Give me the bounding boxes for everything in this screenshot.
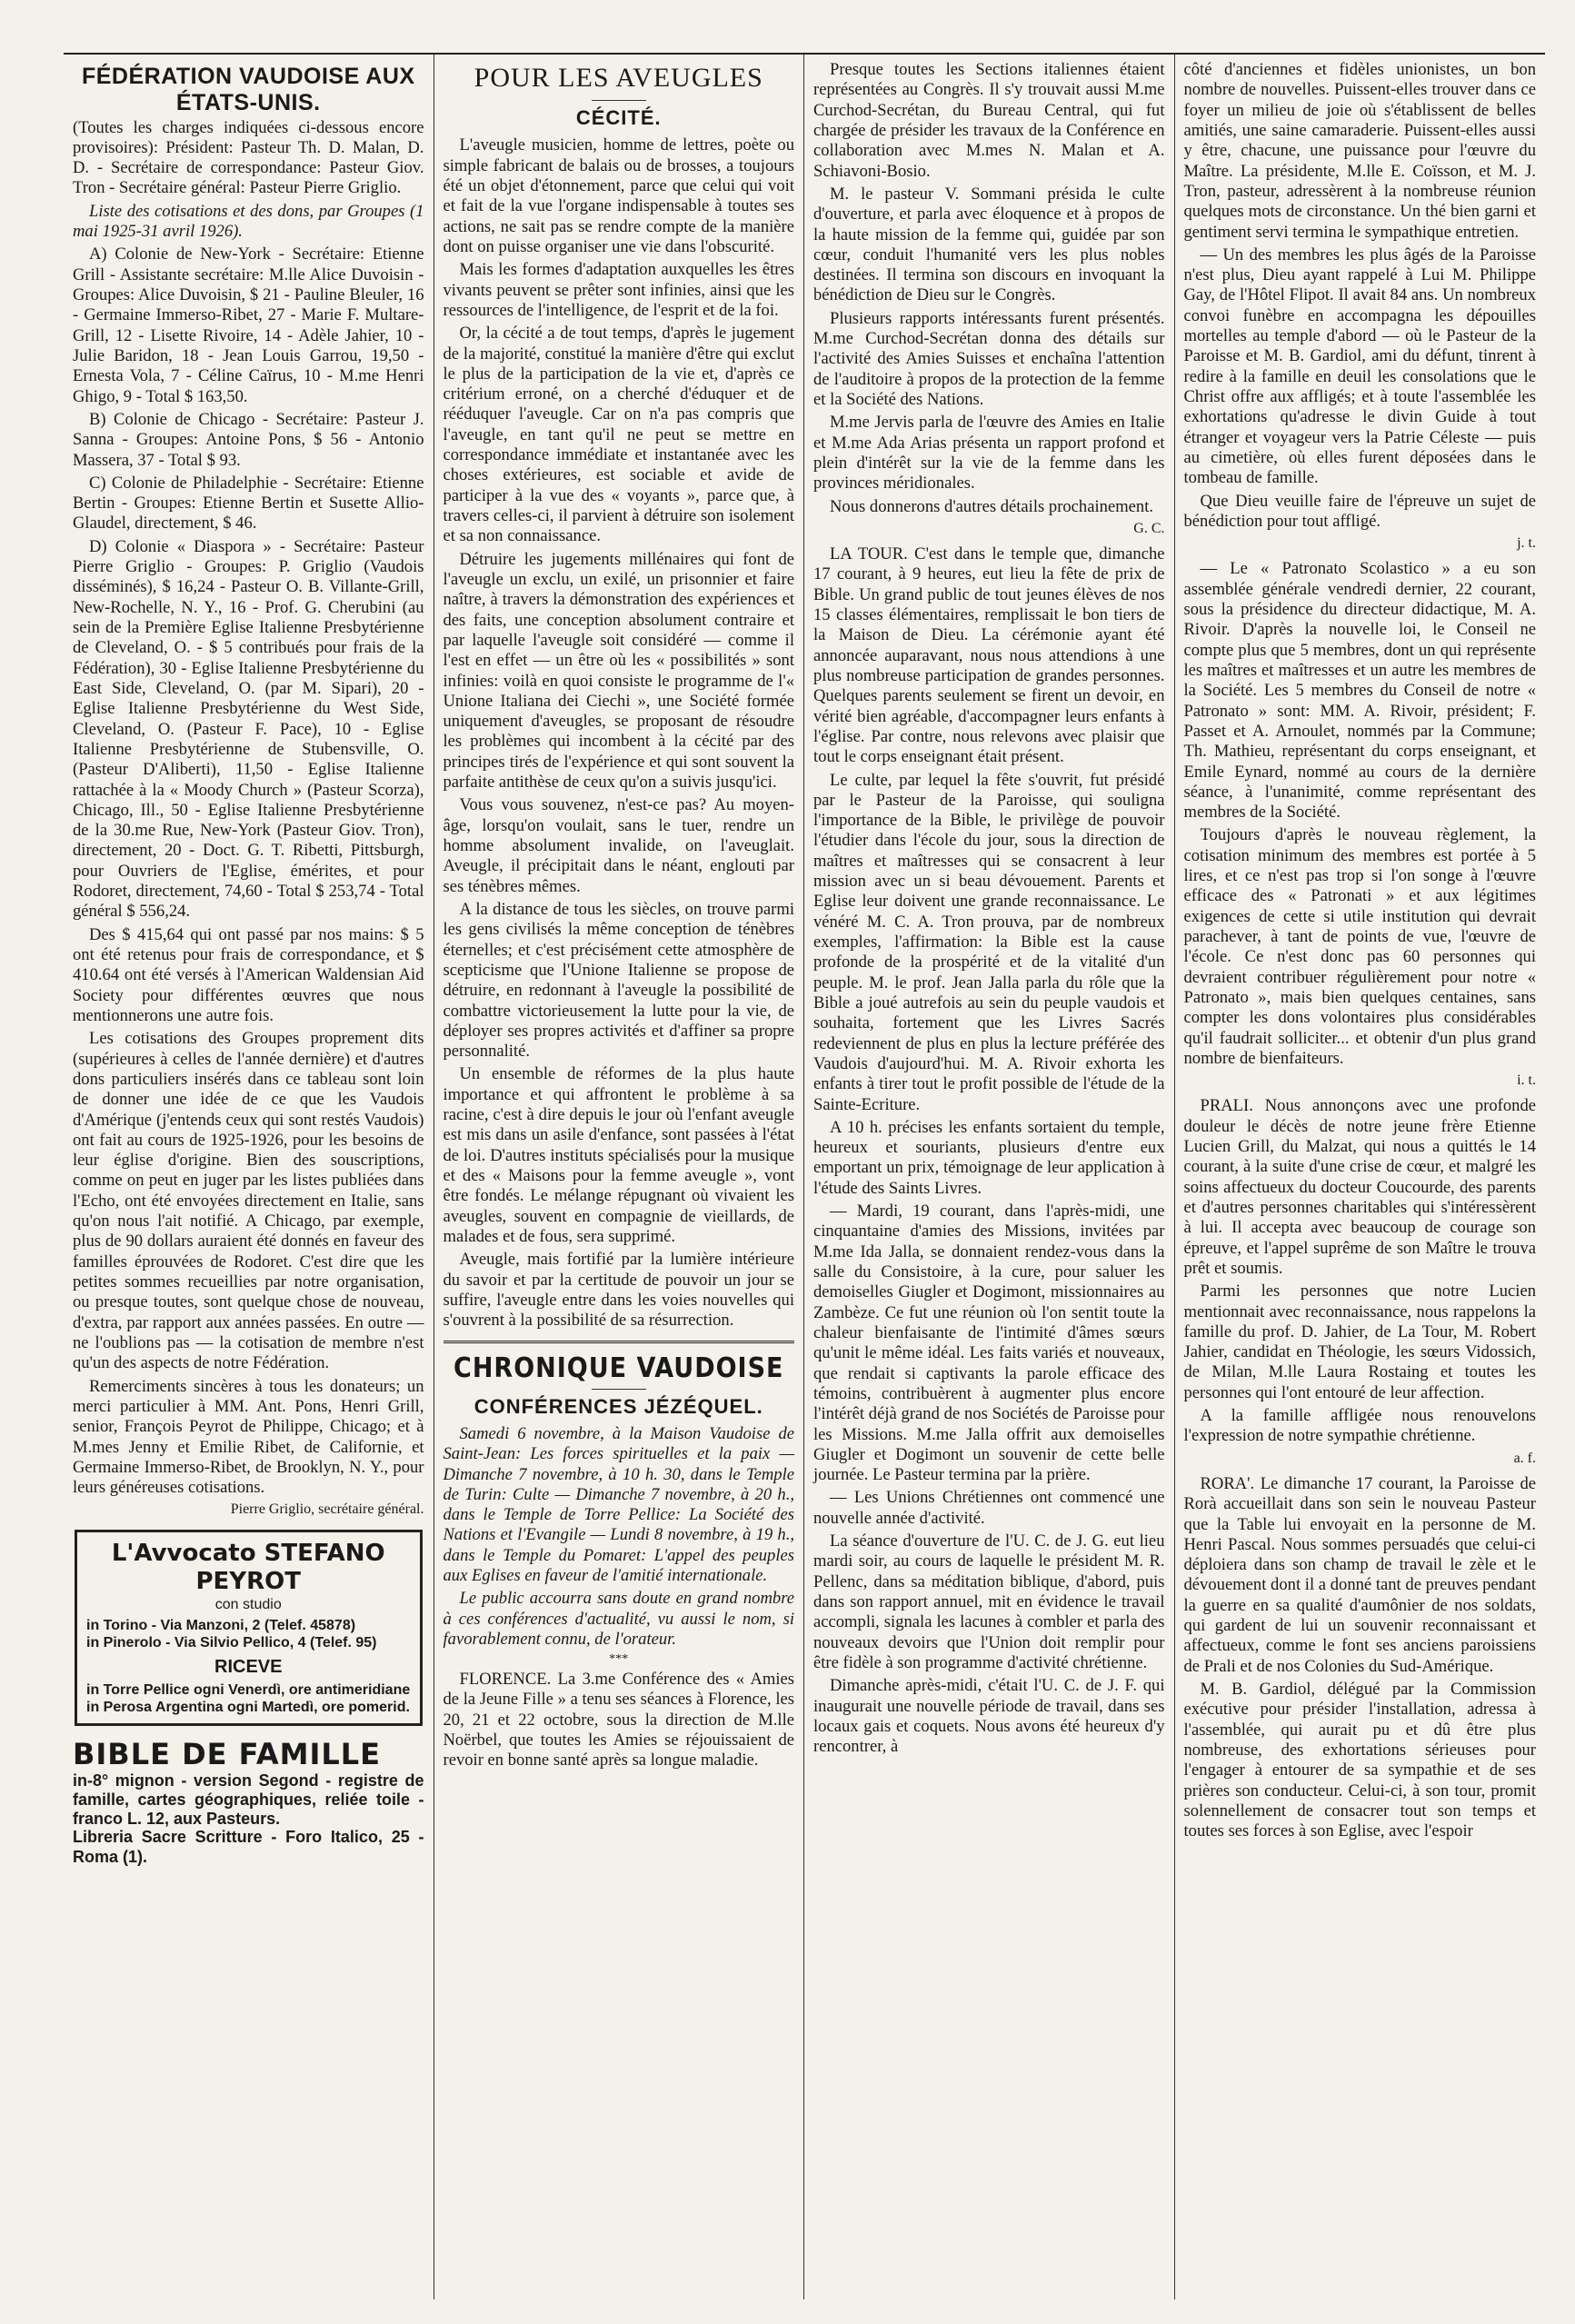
paragraph: Vous vous souvenez, n'est-ce pas? Au moyen-âge, lorsqu'on voulait, sans le tuer, rendre un homme absolument invalide, on l'aveuglait. Aveugle, il précipitait dans le néant, englouti par ses ténèbres mêmes. [443,795,794,896]
conferences-title: CONFÉRENCES JÉZÉQUEL. [473,1394,763,1418]
paragraph: Détruire les jugements millénaires qui font de l'aveugle un exclu, un exilé, un prisonnier et faire naître, à travers la démonstration des expériences et des faits, une conception absolument contraire et par laquelle l'aveugle soit considéré — comme il l'est en effet — un être où les « possibilités » sont infinies: voilà en quoi consiste le programme de l'« Unione Italiana dei Ciechi », une Société formée uniquement d'aveugles, se proposant de résoudre les problèmes qui incombent à la cécité par des principes tirés de l'expérience et qui sont souvent la parfaite antithèse de ceux qu'on a suivis jusqu'ici. [443,549,794,793]
paragraph: — Les Unions Chrétiennes ont commencé une nouvelle année d'activité. [813,1488,1165,1528]
divider [592,100,646,101]
paragraph: Que Dieu veuille faire de l'épreuve un sujet de bénédiction pour tout affligé. [1183,491,1536,531]
paragraph: A) Colonie de New-York - Secrétaire: Etienne Grill - Assistante secrétaire: M.lle Alice Duvoisin - Groupes: Alice Duvoisin, $ 21 - Pauline Bleuler, 16 - Germaine Immerso-Ribet, 27 - Marie F. Multare-Grill, 12 - Lisette Rivoire, 14 - Adèle Jahier, 10 - Julie Baridon, 18 - Jean Louis Garrou, 19,50 - Ernesta Vola, 7 - Céline Caïrus, 10 - M.me Henri Ghigo, 9 - Total $ 163,50. [73,244,424,406]
paragraph: FLORENCE. La 3.me Conférence des « Amies de la Jeune Fille » a tenu ses séances à Florence, les 20, 21 et 22 octobre, sous la direction de M.lle Noërbel, que toutes les Amies se réjouissaient de revoir en bonne santé après sa longue maladie. [443,1670,794,1770]
paragraph: Liste des cotisations et des dons, par Groupes (1 mai 1925-31 avril 1926). [73,201,424,242]
ad-line: in Torre Pellice ogni Venerdì, ore antimeridiane [86,1681,411,1698]
paragraph: Plusieurs rapports intéressants furent présentés. M.me Curchod-Secrétan donna des détails sur l'activité des Amies Suisses et enchaîna l'attention de l'auditoire à propos de la protection de la femme et la Société des Nations. [813,308,1165,409]
paragraph: Le public accourra sans doute en grand nombre à ces conférences d'actualité, vu aussi le nom, si favorablement connu, de l'orateur. [443,1589,794,1650]
paragraph: Mais les formes d'adaptation auxquelles les êtres vivants peuvent se prêter sont infinies, ainsi que les ressources de l'intelligence, de l'esprit et de la foi. [443,260,794,320]
bible-description: in-8° mignon - version Segond - registre de famille, cartes géographiques, reliée toile - franco L. 12, aux Pasteurs. [73,1771,424,1828]
paragraph: La séance d'ouverture de l'U. C. de J. G. eut lieu mardi soir, au cours de laquelle le président M. R. Pellenc, dans sa méditation biblique, d'abord, puis dans son rapport annuel, mit en évidence le travail accompli, signala les lacunes à combler et parla des nouveaux devoirs que l'Union doit remplir pour être fidèle à son programme d'activité chrétienne. [813,1531,1165,1672]
ad-line: in Perosa Argentina ogni Martedì, ore pomerid. [86,1699,410,1715]
paragraph: A la famille affligée nous renouvelons l'expression de notre sympathie chrétienne. [1183,1406,1536,1446]
column-4 [1175,55,1546,2299]
paragraph: M. le pasteur V. Sommani présida le culte d'ouverture, et parla avec éloquence et à propos de la haute mission de la femme qui, guidée par son cœur, conduit l'humanité vers les plus nobles destinées. Il termina son discours en invoquant la bénédiction de Dieu sur le Congrès. [813,184,1165,305]
cecite-subtitle: CÉCITÉ. [575,106,662,129]
signature: i. t. [1517,1072,1536,1089]
paragraph: A 10 h. précises les enfants sortaient du temple, heureux et souriants, plusieurs d'entre eux emportant un prix, témoignage de leur application à l'étude des Saints Livres. [813,1117,1165,1198]
bible-title: BIBLE DE FAMILLE [73,1736,381,1771]
paragraph: Presque toutes les Sections italiennes étaient représentées au Congrès. Il s'y trouvait aussi M.me Curchod-Secrétan, du Bureau Central, qui fut chargée de présider les travaux de la Conférence en collaboration avec M.mes N. Malan et A. Schiavoni-Bosio. [813,60,1165,181]
newspaper-page [64,53,1545,2299]
paragraph: Parmi les personnes que notre Lucien mentionnait avec reconnaissance, nous rappelons la famille du prof. D. Jahier, de La Tour, M. Robert Jahier, candidat en Théologie, les sœurs Vidossich, de Milan, M.lle Laura Rostaing et toutes les personnes qui l'ont entouré de leur affection. [1183,1282,1536,1402]
signature: G. C. [1133,520,1165,536]
paragraph: C) Colonie de Philadelphie - Secrétaire: Etienne Bertin - Groupes: Etienne Bertin et Susette Allio-Glaudel, directement, $ 46. [73,473,424,534]
paragraph: RORA'. Le dimanche 17 courant, la Paroisse de Rorà accueillait dans son sein le nouveau Pasteur que la Table lui envoyait en la personne de M. Henri Pascal. Nous sommes persuadés que celui-ci déploiera dans son champ de travail le zèle et le dévouement dont il a donné tant de preuves pendant la guerre en sa qualité d'aumônier de nos soldats, qui gardent de lui un souvenir reconnaissant et affectueux, comme le font ses anciens paroissiens de Prali et de nos Colonies du Sud-Amérique. [1183,1473,1536,1676]
paragraph: Toujours d'après le nouveau règlement, la cotisation minimum des membres est portée à 5 lires, et ce n'est pas trop si l'on songe à l'œuvre efficace des « Patronati » et aux légitimes exigences de cette si utile institution qui devrait parachever, à tant de points de vue, l'œuvre de l'école. Ce n'est donc pas 60 personnes qui devraient contribuer régulièrement pour notre « Patronato », mais bien quelques centaines, sans compter les dons volontaires plus considérables qu'il faudrait solliciter... et obtenir d'un plus grand nombre de bienfaiteurs. [1183,825,1536,1068]
paragraph: LA TOUR. C'est dans le temple que, dimanche 17 courant, à 9 heures, eut lieu la fête de prix de Bible. Un grand public de tout jeunes élèves de nos 15 classes élémentaires, remplissait le bon tiers de la Maison de Dieu. La cérémonie ayant été annoncée auparavant, nous nous attendions à une plus nombreuse participation de grandes personnes. Quelques parents seulement se firent un devoir, en vérité bien agréable, d'accompagner leurs enfants à l'église. Par contre, nous relevons avec plaisir que tout le corps enseignant était présent. [813,544,1165,767]
aveugles-article [444,135,795,1331]
bible-editor: Libreria Sacre Scritture - Foro Italico, 25 - Roma (1). [73,1828,424,1866]
aveugles-title: POUR LES AVEUGLES [473,63,763,93]
paragraph: Nous donnerons d'autres détails prochainement. [830,496,1154,516]
paragraph: D) Colonie « Diaspora » - Secrétaire: Pasteur Pierre Griglio - Groupes: P. Griglio (Vaudois disséminés), $ 16,24 - Pasteur O. B. Villante-Grill, New-Rochelle, N. Y., 16 - Prof. G. Cherubini (au sein de la Première Eglise Italienne Presbytérienne de Cleveland, O. - $ 5 contribués pour frais de la Fédération), 30 - Eglise Italienne Presbytérienne du East Side, Cleveland, O. (par M. Sipari), 20 - Eglise Italienne Presbytérienne du West Side, Cleveland, O. (Pasteur F. Pace), 10 - Eglise Italienne Presbytérienne de Stubensville, O. (Pasteur D'Aliberti), 11,50 - Eglise Italienne rattachée à la « Moody Church » (Pasteur Scorza), Chicago, Ill., 50 - Eglise Italienne Presbytérienne de la 30.me Rue, New-York (Pasteur Giov. Tron), directement, 20 - Doct. G. T. Ribetti, Pittsburgh, pour Ouvriers de l'Eglise, émérites, et pour Rodoret, directement, 74,60 - Total $ 253,74 - Total général $ 556,24. [73,536,424,922]
paragraph: Dimanche après-midi, c'était l'U. C. de J. F. qui inaugurait une nouvelle période de travail, dans ses locaux gais et coquets. Nous avons été heureux d'y rencontrer, à [813,1676,1165,1757]
paragraph: — Le « Patronato Scolastico » a eu son assemblée générale vendredi dernier, 22 courant, sous la présidence du directeur didactique, M. A. Rivoir. D'après la nouvelle loi, le Conseil ne compte plus que 5 membres, dont un qui représente les maîtres et maîtresses et un autre les membres de la Société. Les 5 membres du Conseil de notre « Patronato » sont: MM. A. Rivoir, président; F. Passet et A. Arnoulet, nommés par la Commune; Th. Mathieu, représentant du corps enseignant, et Emile Eynard, nommé au cours de la dernière séance, à l'unanimité, comme représentant des membres de la Société. [1183,559,1536,823]
column-1 [64,55,434,2299]
paragraph: Les cotisations des Groupes proprement dits (supérieures à celles de l'année dernière) et d'autres dons particuliers insérés dans ce tableau sont loin de donner une idée de ce que les Vaudois d'Amérique (j'entends ceux qui sont restés Vaudois) ont fait au cours de 1925-1926, pour les besoins de leur église d'origine. Bien des souscriptions, comme on peut en juger par les listes publiées dans l'Echo, ont été envoyées directement en Italie, sans qu'on nous l'ait notifié. A Chicago, par exemple, plus de 90 dollars auraient été donnés en faveur des familles éprouvées de Rodoret. C'est dire que les petites sommes recueillies par notre organisation, ou presque toutes, sont quelque chose de nouveau, d'extra, par rapport aux années passées. En outre — ne l'oublions pas — la cotisation de membre n'est qu'un des aspects de notre Fédération. [73,1029,424,1373]
stars-separator: *** [609,1652,629,1667]
paragraph: Or, la cécité a de tout temps, d'après le jugement de la majorité, constitué la manière d'être qui exclut le plus de la participation de la vie et, d'après ce critérium erroné, on a cherché d'éduquer et de rééduquer l'aveugle. Car on n'a pas compris que l'aveugle, en tant qu'il ne peut se mettre en correspondance immédiate et instantanée avec les choses extérieures, est sociable et avide de participer à la vue des « voyants », parce que, à travers celles-ci, il parvient à détruire son isolement et sa non connaissance. [443,324,794,546]
paragraph: Le culte, par lequel la fête s'ouvrit, fut présidé par le Pasteur de la Paroisse, qui souligna l'importance de la Bible, le privilège de pouvoir l'étudier dans l'école du jour, sous la direction de maîtres et maîtresses qui se consacrent à leur mission avec un si beau dévouement. Parents et Eglise leur doivent une grande reconnaissance. Le vénéré M. C. A. Tron prouva, par de nombreux exemples, l'affirmation: la Bible est la cause profonde de la prospérité et de la vitalité d'un peuple. M. le prof. Jean Jalla parla du rôle que la Bible a joué autrefois au sein du peuple vaudois et souhaita, fortement que les Livres Sacrés redeviennent de plus en plus la lecture préférée des Vaudois d'aujourd'hui. M. A. Rivoir exhorta les enfants à tirer tout le profit possible de l'étude de la Sainte-Ecriture. [813,770,1165,1114]
ad-subtitle: con studio [214,1597,282,1612]
paragraph: Des $ 415,64 qui ont passé par nos mains: $ 5 ont été retenus pour frais de correspondance, et $ 410.64 ont été versés à l'American Waldensian Aid Society pour différentes œuvres que nous mentionnerons une autre fois. [73,924,424,1025]
ad-line: in Pinerolo - Via Silvio Pellico, 4 (Telef. 95) [86,1635,377,1651]
chronique-title: CHRONIQUE VAUDOISE [454,1352,784,1384]
paragraph: M. B. Gardiol, délégué par la Commission exécutive pour présider l'installation, adressa à l'assemblée, qui aurait pu et dû être plus nombreuse, des exhortations sérieuses pour l'engager à entourer de sa sympathie et de ses prières son conducteur. Celui-ci, à son tour, promit solennellement de consacrer tout son temps et toutes ses forces à son Eglise, avec l'espoir [1183,1680,1536,1841]
signature: j. t. [1517,535,1536,552]
paragraph: B) Colonie de Chicago - Secrétaire: Pasteur J. Sanna - Groupes: Antoine Pons, $ 56 - Antonio Massera, 37 - Total $ 93. [73,409,424,470]
federation-article [73,118,424,1499]
signature: a. f. [1513,1450,1536,1466]
paragraph: M.me Jervis parla de l'œuvre des Amies en Italie et M.me Ada Arias présenta un rapport profond et plein d'intérêt sur la vie de la femme dans les provinces méridionales. [813,413,1165,494]
paragraph: L'aveugle musicien, homme de lettres, poète ou simple fabricant de balais ou de brosses, a toujours été un objet d'étonnement, parce que celui qui voit et fait de la vue l'organe indispensable à toutes ses actions, ne sait pas se rendre compte de la manière dont on puisse organiser une vie dans l'obscurité. [443,135,794,256]
paragraph: (Toutes les charges indiquées ci-dessous encore provisoires): Président: Pasteur Th. D. Malan, D. D. - Secrétaire de correspondance: Pasteur Giov. Tron - Secrétaire général: Pasteur Pierre Griglio. [73,117,424,198]
column-2 [434,55,805,2299]
paragraph: Samedi 6 novembre, à la Maison Vaudoise de Saint-Jean: Les forces spirituelles et la paix — Dimanche 7 novembre, à 10 h. 30, dans le Temple de Turin: Culte — Dimanche 7 novembre, à 20 h., dans le Temple de Torre Pellice: La Société des Nations et l'Evangile — Lundi 8 novembre, à 19 h., dans le Temple du Pomaret: L'appel des peuples aux Eglises en faveur de l'amitié internationale. [443,1423,794,1586]
paragraph: A la distance de tous les siècles, on trouve parmi les gens civilisés la même conception de ténèbres éternelles; et c'est précisément cette atmosphère de scepticisme que l'Unione Italienne se propose de détruire, en redonnant à l'aveugle la possibilité de combattre victorieusement la lutte pour la vie, de déployer ses propres activités et d'affiner sa propre personnalité. [443,899,794,1062]
column-3 [804,55,1175,2299]
lawyer-advertisement [75,1530,423,1726]
paragraph: Remerciments sincères à tous les donateurs; un merci particulier à MM. Ant. Pons, Henri Grill, senior, François Peyrot de Philippe, Chicago; et à M.mes Jenny et Emilie Ribet, de Californie, et Germaine Immerso-Ribet, de Brooklyn, N. Y., pour leurs généreuses cotisations. [73,1376,424,1498]
paragraph: — Mardi, 19 courant, dans l'après-midi, une cinquantaine d'amies des Missions, invitées par M.me Ida Jalla, se donnaient rendez-vous dans la salle du Consistoire, à la cure, pour saluer les demoiselles Giugler et Dogimont, missionnaires au Zambèze. Ce fut une réunion où l'on sentit toute la chaleur bienfaisante de l'intimité d'âmes sœurs qu'unit le même idéal. Les faits variés et nouveaux, que rendait si captivants la parole efficace des témoins, contribuèrent à augmenter plus encore l'intérêt déjà grand de nos Sociétés de Paroisse pour les Missions. M.me Jalla offrit aux demoiselles Giugler et Dogimont un souvenir de cette belle journée. Le Pasteur termina par la prière. [813,1202,1165,1485]
paragraph: côté d'anciennes et fidèles unionistes, un bon nombre de nouvelles. Puissent-elles trouver dans ce foyer un milieu de joie où s'établissent de belles amitiés, une saine camaraderie. Puissent-elles aussi y être, chacune, une puissance pour l'œuvre du Maître. La présidente, M.lle E. Coïsson, et M. J. Tron, pasteur, adressèrent à la nombreuse réunion quelques mots de circonstance. Un thé bien garni et gentiment servi termina le sympathique entretien. [1183,60,1536,242]
paragraph: PRALI. Nous annonçons avec une profonde douleur le décès de notre jeune frère Etienne Lucien Grill, du Malzat, qui nous a quittés le 14 courant, à la suite d'une crise de cœur, et malgré les soins affectueux du docteur Coucourde, des parents et d'autres personnes charitables qui s'intéressèrent à lui. Il accepta avec beaucoup de courage son épreuve, et l'appel suprême de son Maître le trouva prêt et soumis. [1183,1096,1536,1278]
signature: Pierre Griglio, secrétaire général. [230,1501,424,1518]
divider [592,1389,646,1390]
ad-title: L'Avvocato STEFANO PEYROT [111,1539,385,1595]
paragraph: — Un des membres les plus âgés de la Paroisse n'est plus, Dieu ayant rappelé à Lui M. Philippe Gay, de l'Hôtel Flipot. Il avait 84 ans. Un nombreux convoi funèbre en accompagna les dépouilles mortelles au temple d'abord — où le Pasteur de la Paroisse et M. B. Gardiol, ami du défunt, tinrent à redire à la famille en deuil les consolations que le Christ offre aux affligés; et à toute l'assemblée les exhortations qu'adresse le divin Guide à tout étranger et voyageur vers la Patrie Céleste — puis au cimetière, où elles furent déposées dans le tombeau de famille. [1183,244,1536,488]
bible-advertisement [73,1737,424,1868]
federation-title: FÉDÉRATION VAUDOISE AUX ÉTATS-UNIS. [81,64,415,115]
section-divider [444,1341,795,1343]
ad-riceve: RICEVE [214,1656,283,1677]
ad-line: in Torino - Via Manzoni, 2 (Telef. 45878) [86,1618,356,1634]
paragraph: Aveugle, mais fortifié par la lumière intérieure du savoir et par la certitude de pouvoir un jour se suffire, l'aveugle entre dans les voies nouvelles qui s'ouvrent à la possibilité de sa résurrection. [443,1250,794,1331]
paragraph: Un ensemble de réformes de la plus haute importance et qui affrontent le problème à sa racine, c'est à dire depuis le jour où l'enfant aveugle est mis dans un asile d'enfance, sont passées à l'état de loi. D'autres instituts spécialisés pour la musique et des « Maisons pour la femme aveugle », vont être fondés. Le mélange répugnant où vivaient les aveugles, souvent en compagnie de vieillards, de malades et de fous, sera supprimé. [443,1064,794,1246]
